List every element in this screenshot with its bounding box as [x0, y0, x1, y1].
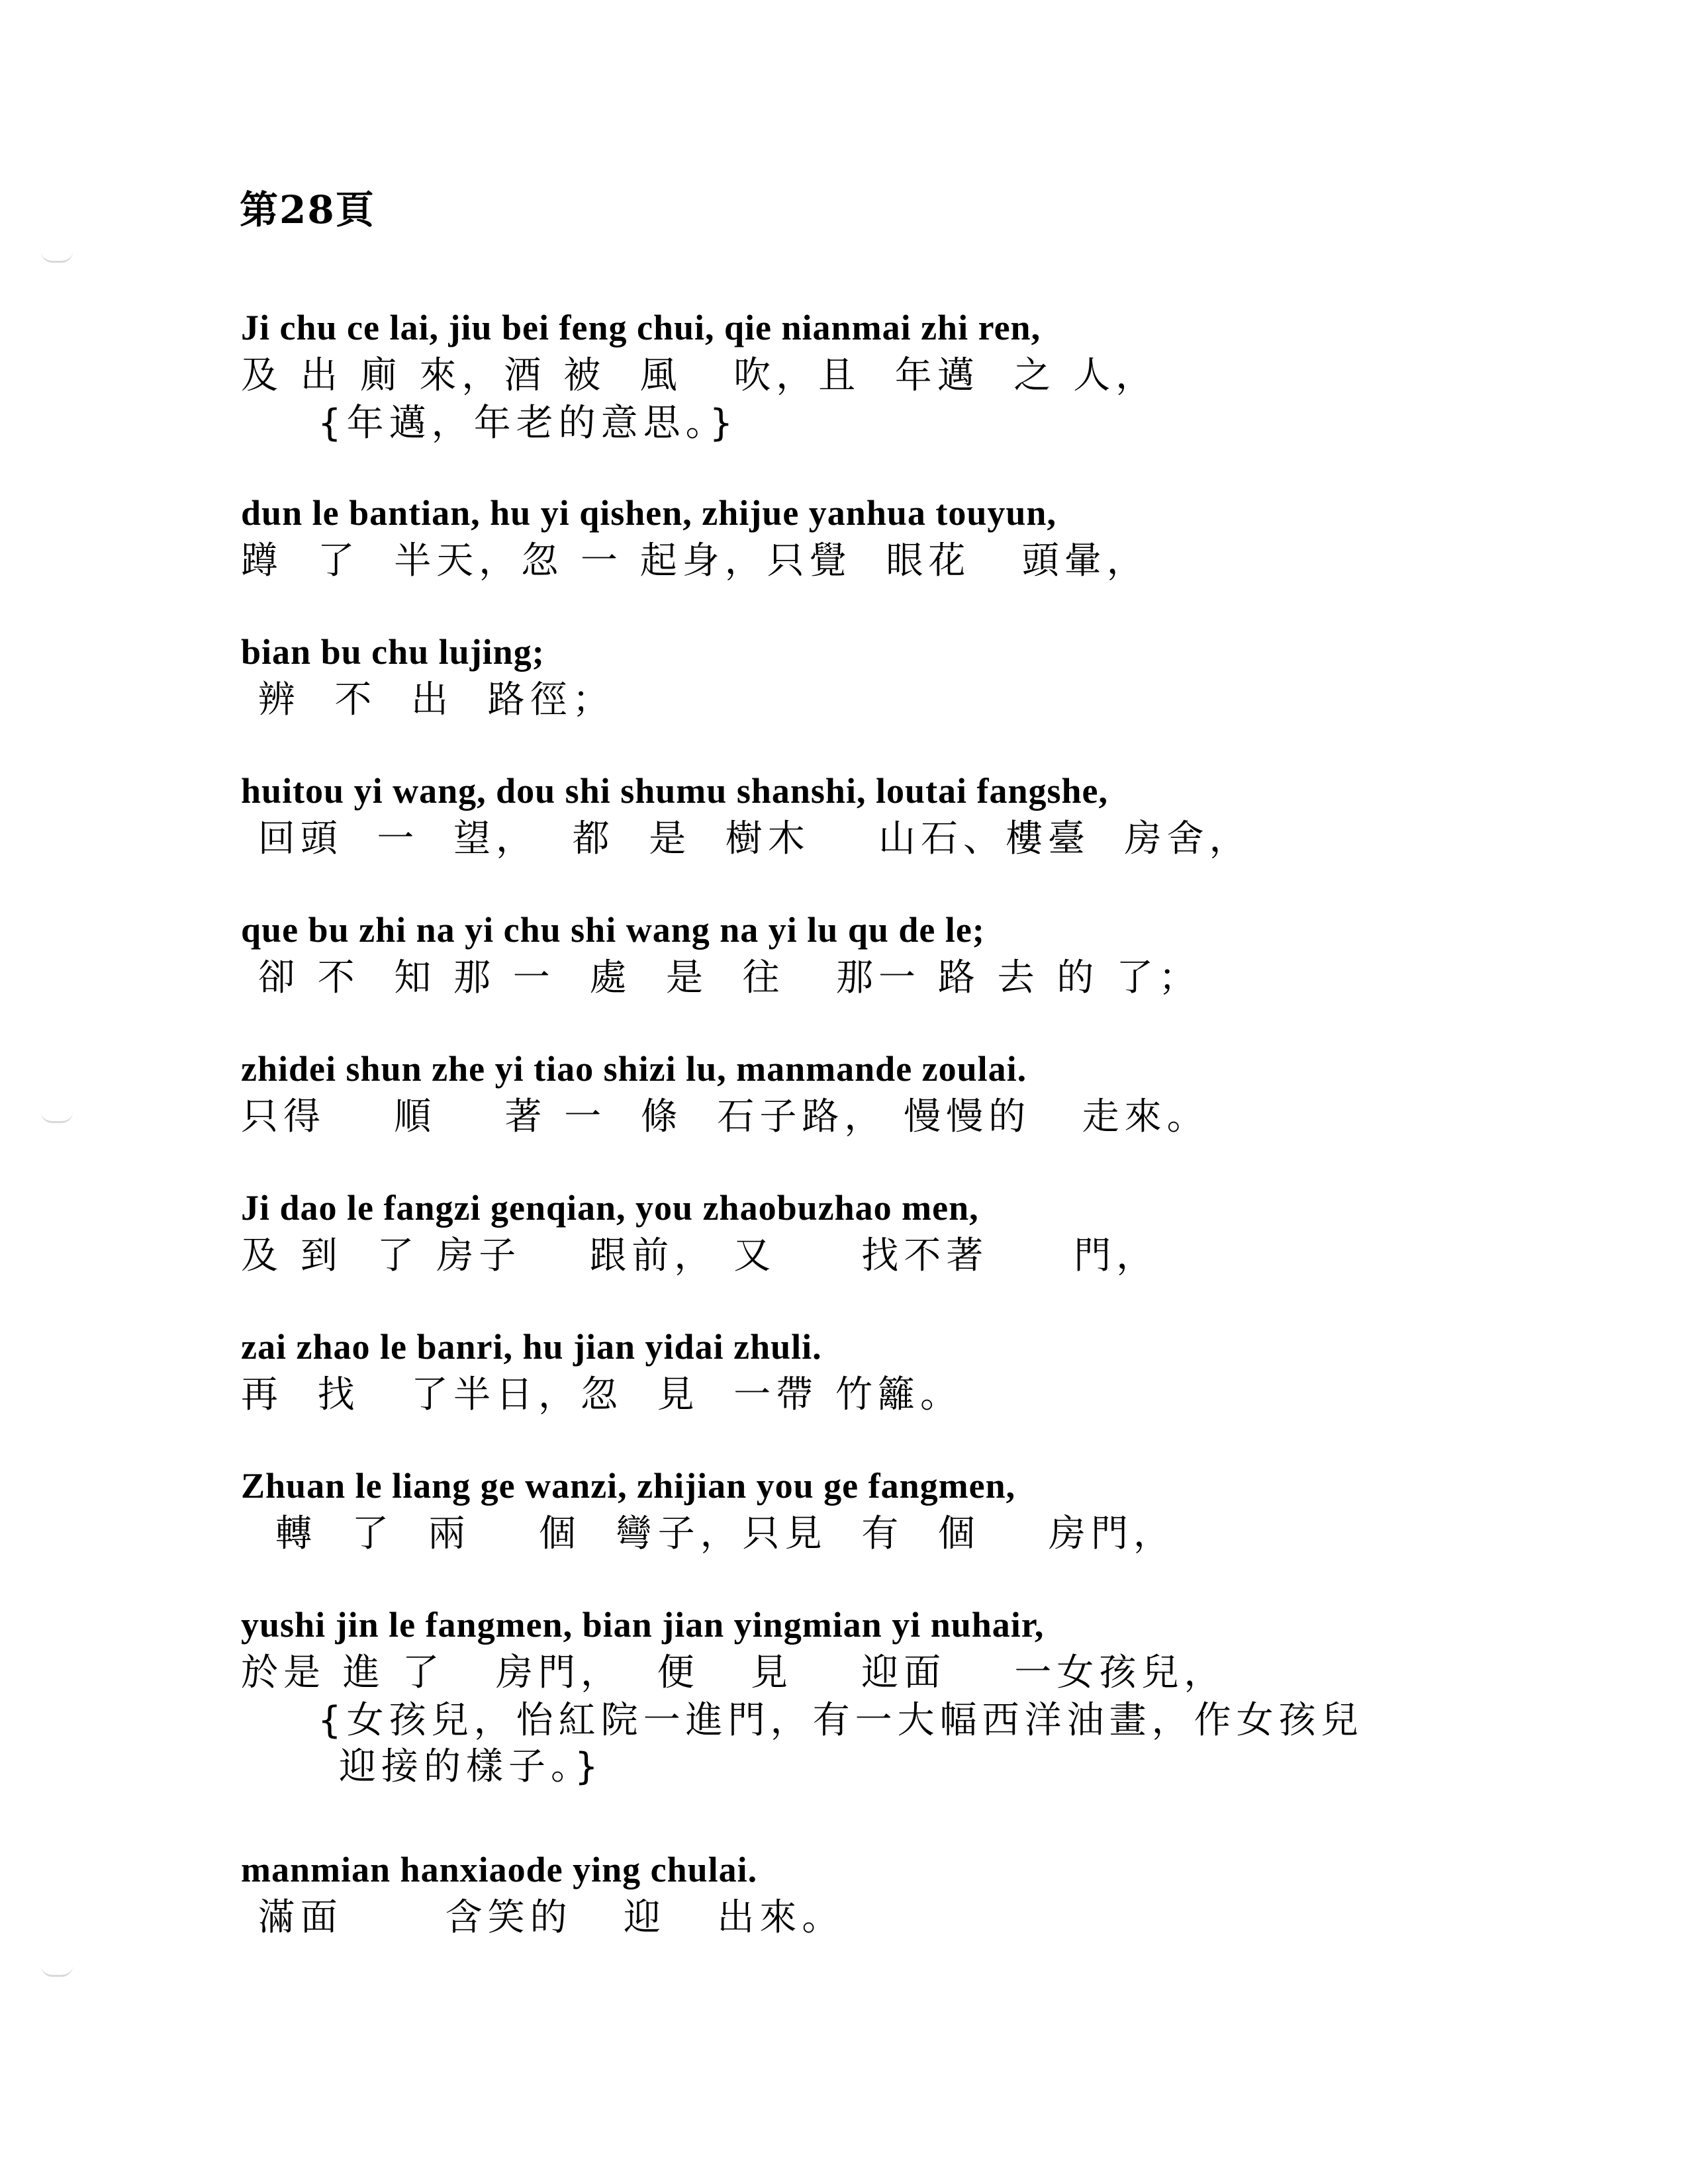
hanzi-line: 轉 了 兩 個 彎子，只見 有 個 房門， — [241, 1512, 1176, 1555]
annotation-note: {女孩兒，怡紅院一進門，有一大幅西洋油畫，作女孩兒 — [318, 1699, 1364, 1742]
hanzi-line: 只得 順 著 一 條 石子路， 慢慢的 走來。 — [241, 1095, 1209, 1138]
hanzi-line: 辨 不 出 路徑； — [241, 678, 615, 721]
pinyin-line: Zhuan le liang ge wanzi, zhijian you ge fangmen, — [241, 1466, 1016, 1506]
hanzi-line: 及 到 了 房子 跟前， 又 找不著 門， — [241, 1234, 1159, 1277]
pinyin-line: bian bu chu lujing; — [241, 632, 545, 672]
hanzi-line: 滿面 含笑的 迎 出來。 — [241, 1896, 845, 1939]
hanzi-line: 回頭 一 望， 都 是 樹木 山石、樓臺 房舍， — [241, 817, 1252, 860]
annotation-note: {年邁，年老的意思。} — [318, 402, 739, 445]
pinyin-line: que bu zhi na yi chu shi wang na yi lu qu de le; — [241, 910, 985, 950]
hanzi-line: 蹲 了 半天，忽 一 起身，只覺 眼花 頭暈， — [241, 539, 1149, 582]
page-title: 第28頁 — [240, 187, 375, 232]
pinyin-line: zai zhao le banri, hu jian yidai zhuli. — [241, 1327, 822, 1367]
pinyin-line: Ji dao le fangzi genqian, you zhaobuzhao men, — [241, 1188, 979, 1228]
pinyin-line: yushi jin le fangmen, bian jian yingmian yi nuhair, — [241, 1605, 1045, 1645]
pinyin-line: Ji chu ce lai, jiu bei feng chui, qie nianmai zhi ren, — [241, 308, 1041, 347]
hanzi-line: 及 出 廁 來，酒 被 風 吹，且 年邁 之 人， — [241, 354, 1158, 397]
pinyin-line: dun le bantian, hu yi qishen, zhijue yanhua touyun, — [241, 493, 1056, 533]
hanzi-line: 再 找 了半日，忽 見 一帶 竹籬。 — [241, 1373, 963, 1416]
pinyin-line: manmian hanxiaode ying chulai. — [241, 1850, 758, 1889]
annotation-note-continued: 迎接的樣子。} — [339, 1745, 604, 1788]
hanzi-line: 卻 不 知 那 一 處 是 往 那一 路 去 的 了； — [241, 956, 1201, 999]
pinyin-line: zhidei shun zhe yi tiao shizi lu, manmande zoulai. — [241, 1049, 1027, 1089]
pinyin-line: huitou yi wang, dou shi shumu shanshi, loutai fangshe, — [241, 771, 1109, 811]
hanzi-line: 於是 進 了 房門， 便 見 迎面 一女孩兒， — [241, 1651, 1227, 1694]
